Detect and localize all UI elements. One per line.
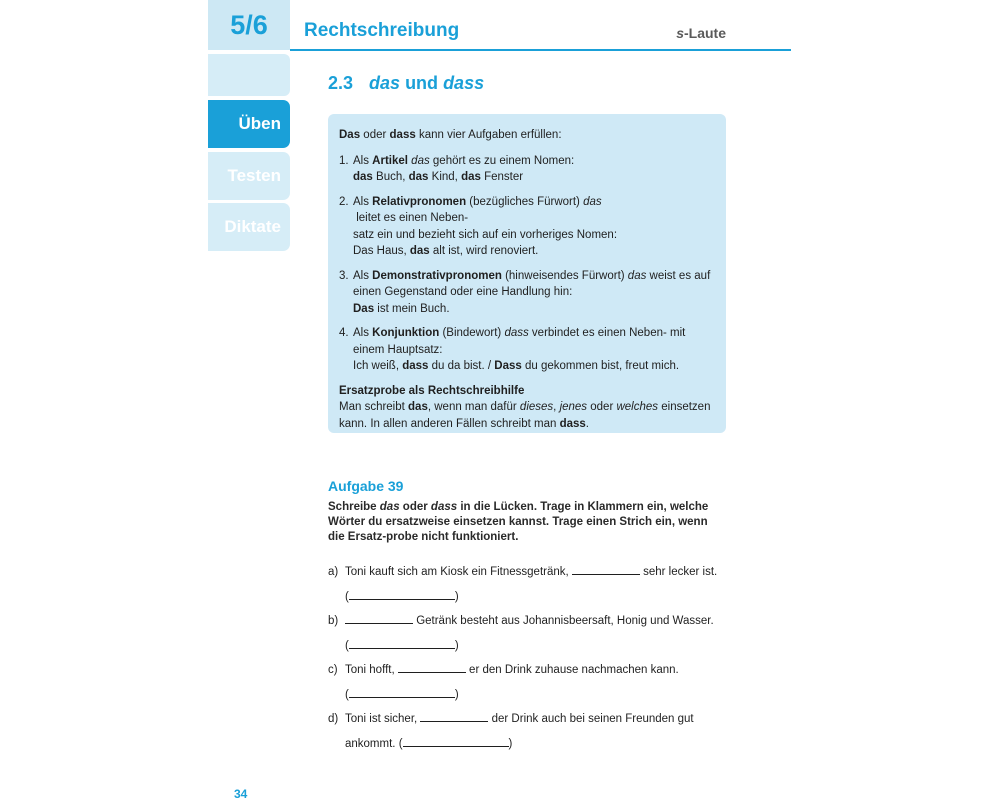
- rule-part: kann. In allen anderen Fällen schreibt man: [339, 417, 560, 430]
- paren-open: (: [345, 640, 349, 652]
- paren-close: ): [454, 640, 459, 652]
- example-bold: das: [408, 171, 429, 183]
- example-bold: das: [461, 171, 481, 183]
- example-text: Kind,: [428, 171, 462, 183]
- exercise-text: der Drink auch bei seinen Freunden gut: [488, 713, 694, 725]
- blank-field[interactable]: [403, 734, 509, 747]
- item-number: 3.: [339, 269, 349, 282]
- item-term: Relativpronomen: [372, 195, 467, 208]
- instr-part: oder: [399, 501, 431, 513]
- intro-das: Das: [339, 129, 361, 141]
- rule-bold: das: [408, 401, 428, 413]
- item-term: Artikel: [372, 154, 408, 167]
- info-intro: [339, 127, 714, 144]
- info-box: [328, 114, 726, 433]
- paren-open: (: [398, 738, 403, 750]
- info-item-4: [339, 325, 714, 375]
- rule-italic: welches: [616, 401, 659, 413]
- info-item-1: [339, 153, 714, 186]
- page-topic: [676, 25, 726, 41]
- exercise-c-paren: [328, 685, 459, 701]
- intro-text-2: kann vier Aufgaben erfüllen:: [415, 129, 562, 141]
- item-word: das: [583, 195, 602, 208]
- exercise-b: [328, 611, 714, 627]
- header-divider: [290, 49, 791, 51]
- exercise-text: er den Drink zuhause nachmachen kann.: [465, 664, 679, 676]
- item-text: (Bindewort): [439, 327, 505, 339]
- section-word-2: dass: [443, 73, 485, 93]
- rule-part: .: [585, 417, 589, 430]
- paren-open: (: [345, 689, 349, 701]
- example-bold: das: [409, 245, 430, 257]
- instr-italic: dass: [430, 501, 458, 513]
- exercise-text: Toni kauft sich am Kiosk ein Fitnessgetränk,: [345, 566, 572, 578]
- item-line-2: satz ein und bezieht sich auf ein vorheriges Nomen:: [353, 228, 618, 241]
- rule-title: Ersatzprobe als Rechtschreibhilfe: [339, 384, 525, 397]
- example-bold: dass: [402, 360, 429, 372]
- example-text: Das Haus,: [353, 245, 410, 257]
- item-text: Als: [353, 195, 373, 208]
- page-title: Rechtschreibung: [304, 20, 460, 41]
- section-heading: [328, 73, 484, 94]
- example-text: Ich weiß,: [353, 360, 403, 372]
- task-instructions: [328, 500, 726, 545]
- section-word-mid: und: [400, 73, 444, 93]
- exercise-label: c): [328, 664, 338, 676]
- instr-italic: das: [379, 501, 400, 513]
- rule-text: [339, 399, 714, 432]
- exercise-label: a): [328, 566, 339, 578]
- exercise-d: [328, 709, 694, 725]
- blank-field[interactable]: [572, 562, 640, 575]
- intro-text-1: oder: [360, 129, 390, 141]
- intro-dass: dass: [389, 129, 416, 141]
- item-text: verbindet es einen Neben- mit: [528, 327, 686, 339]
- exercise-text: Toni ist sicher,: [345, 713, 421, 725]
- info-item-2: [339, 194, 714, 260]
- item-number: 2.: [339, 195, 349, 208]
- item-text: Als: [353, 327, 373, 339]
- item-text: weist es auf: [646, 269, 711, 282]
- chapter-tab: 5/6: [208, 0, 290, 50]
- topic-rest: -Laute: [684, 25, 726, 41]
- tab-ueben[interactable]: Üben: [208, 100, 290, 148]
- exercise-a: [328, 562, 717, 578]
- rule-italic: dieses: [519, 401, 554, 413]
- item-word: dass: [504, 327, 529, 339]
- exercise-text: ankommt.: [345, 738, 399, 750]
- item-term: Konjunktion: [372, 327, 440, 339]
- exercise-label: d): [328, 713, 339, 725]
- rule-part: ,: [553, 401, 560, 413]
- example-text: du da bist. /: [428, 360, 495, 372]
- item-word: das: [627, 269, 647, 282]
- example-bold: Das: [353, 302, 375, 315]
- exercise-text: Toni hofft,: [345, 664, 398, 676]
- paren-open: (: [345, 591, 349, 603]
- example-text: alt ist, wird renoviert.: [429, 245, 539, 257]
- paren-close: ): [454, 689, 459, 701]
- blank-tab: [208, 54, 290, 96]
- blank-field[interactable]: [398, 660, 466, 673]
- item-text: Als: [353, 269, 373, 282]
- item-word: das: [411, 154, 430, 167]
- exercise-d-line2: [328, 734, 512, 750]
- exercise-b-paren: [328, 636, 459, 652]
- example-text: Fenster: [480, 171, 524, 183]
- info-item-3: [339, 268, 714, 318]
- instr-part: in die Lücken. Trage in Klammern ein, welche Wörter du ersatzweise einsetzen kannst. Trage einen Strich ein, wenn die Ersatz-probe nicht funktioniert.: [328, 501, 709, 543]
- item-line-2: einen Gegenstand oder eine Handlung hin:: [353, 286, 573, 298]
- rule-bold: dass: [559, 417, 586, 430]
- task-heading: Aufgabe 39: [328, 478, 404, 494]
- section-number: 2.3: [328, 73, 354, 93]
- example-text: Buch,: [372, 171, 409, 183]
- exercise-a-paren: [328, 587, 459, 603]
- rule-italic: jenes: [559, 401, 588, 413]
- page-number: 34: [234, 787, 248, 801]
- exercise-c: [328, 660, 679, 676]
- tab-diktate[interactable]: Diktate: [208, 203, 290, 251]
- paren-close: ): [454, 591, 459, 603]
- rule-part: oder: [587, 401, 617, 413]
- exercise-label: b): [328, 615, 339, 627]
- item-text: gehört es zu einem Nomen:: [429, 154, 575, 167]
- item-term: Demonstrativpronomen: [372, 269, 502, 282]
- example-text: du gekommen bist, freut mich.: [521, 360, 680, 372]
- topic-prefix: s: [676, 25, 684, 41]
- rule-part: Man schreibt: [339, 401, 409, 413]
- item-number: 4.: [339, 327, 349, 339]
- example-text: ist mein Buch.: [374, 302, 450, 315]
- item-number: 1.: [339, 154, 349, 167]
- exercise-text: Getränk besteht aus Johannisbeersaft, Honig und Wasser.: [413, 615, 714, 627]
- blank-field[interactable]: [420, 709, 488, 722]
- rule-part: , wenn man dafür: [427, 401, 520, 413]
- paren-close: ): [508, 738, 513, 750]
- exercise-text: sehr lecker ist.: [639, 566, 718, 578]
- instr-part: Schreibe: [328, 501, 380, 513]
- example-bold: das: [353, 171, 373, 183]
- item-text: Als: [353, 154, 373, 167]
- section-word-1: das: [369, 73, 401, 93]
- item-line-2: einem Hauptsatz:: [353, 343, 443, 356]
- blank-field[interactable]: [345, 611, 413, 624]
- item-text: (bezügliches Fürwort): [466, 195, 584, 208]
- rule-part: einsetzen: [658, 401, 711, 413]
- blank-field[interactable]: [349, 587, 455, 600]
- blank-field[interactable]: [349, 636, 455, 649]
- tab-testen[interactable]: Testen: [208, 152, 290, 200]
- item-text: (hinweisendes Fürwort): [501, 269, 628, 282]
- example-bold: Dass: [494, 360, 522, 372]
- item-text: leitet es einen Neben-: [353, 212, 469, 224]
- blank-field[interactable]: [349, 685, 455, 698]
